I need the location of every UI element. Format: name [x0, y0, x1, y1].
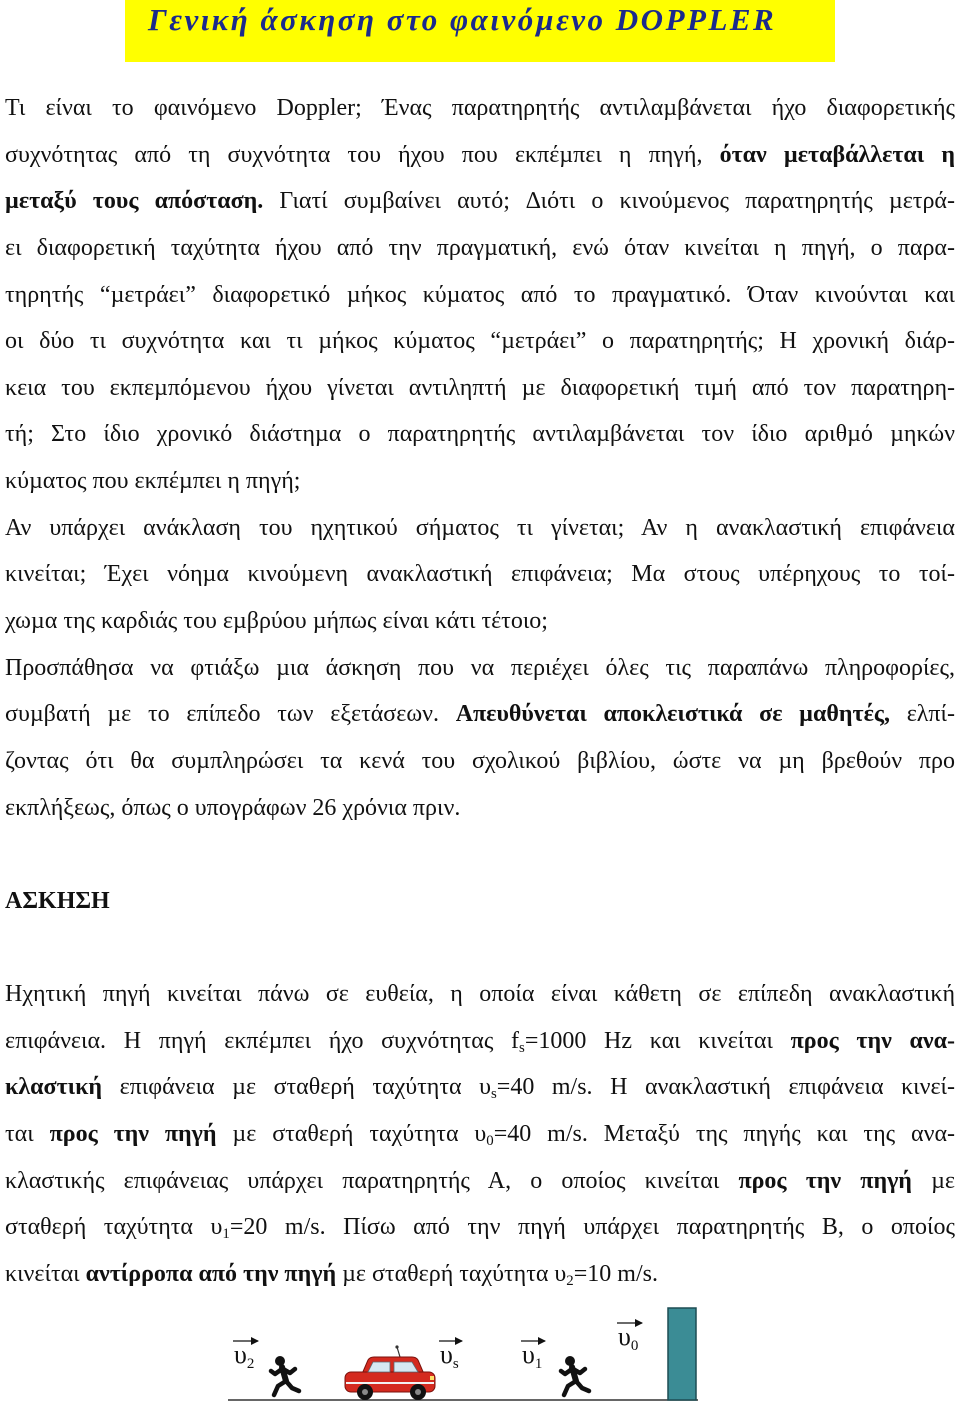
text-run: µε — [911, 1167, 955, 1194]
subscript: 0 — [486, 1133, 494, 1150]
text-run: συµβατή µε το επίπεδο των εξετάσεων. — [5, 701, 456, 728]
source-velocity-label — [439, 1340, 462, 1372]
paragraph — [5, 505, 955, 645]
bold-text-run: µεταξύ τους απόσταση. — [5, 188, 264, 215]
text-run: τηρητής “µετράει” διαφορετικό µήκος κύµατος από το πραγµατικό. Όταν κινούνται και — [5, 281, 955, 308]
bold-text-run: κλαστική — [5, 1074, 103, 1101]
text-run: =1000 Hz και κινείται — [524, 1027, 791, 1054]
text-line — [5, 645, 955, 692]
exercise-heading: ΑΣΚΗΣΗ — [5, 887, 110, 914]
text-line — [5, 738, 955, 785]
velocity-letter: υ — [234, 1340, 247, 1369]
text-run: ελπί- — [890, 701, 955, 728]
text-run: χωµα της καρδιάς του εµβρύου µήπως είναι κάτι τέτοιο; — [5, 608, 548, 635]
text-run: ζοντας ότι θα συµπληρώσει τα κενά του σχολικού βιβλίου, ώστε να µη βρεθούν προ — [5, 747, 955, 774]
text-line — [5, 411, 955, 458]
wall-icon — [668, 1308, 696, 1400]
text-run: σταθερή ταχύτητα υ — [5, 1214, 223, 1241]
observer-a-velocity-label — [521, 1340, 545, 1372]
text-run: Τι είναι το φαινόµενο Doppler; Ένας παρατηρητής αντιλαµβάνεται ήχο διαφορετικής — [5, 95, 955, 121]
text-line — [5, 178, 955, 225]
velocity-subscript: 1 — [534, 1356, 543, 1372]
bold-text-run: αντίρροπα από την πηγή — [85, 1261, 337, 1288]
text-run: συχνότητας από τη συχνότητα του ήχου που εκπέµπει η πηγή, — [5, 141, 720, 168]
text-run: Αν υπάρχει ανάκλαση του ηχητικού σήµατος τι γίνεται; Αν η ανακλαστική επιφάνεια — [5, 514, 955, 541]
text-run: κύµατος που εκπέµπει η πηγή; — [5, 468, 301, 495]
text-run: επιφάνεια. Η πηγή εκπέµπει ήχο συχνότητας f — [5, 1027, 520, 1054]
text-line — [5, 1204, 955, 1251]
text-line — [5, 551, 955, 598]
title-banner — [125, 0, 835, 62]
subscript: s — [519, 1039, 525, 1056]
page-title: Γενική άσκηση στο φαινόµενο DOPPLER — [148, 2, 777, 37]
bold-text-run: όταν µεταβάλλεται η — [719, 141, 955, 168]
velocity-letter: υ — [440, 1340, 453, 1369]
text-line — [5, 365, 955, 412]
text-line — [5, 971, 955, 1018]
text-line — [5, 85, 955, 132]
document-body — [5, 85, 955, 1298]
text-line — [5, 272, 955, 319]
running-person-icon — [271, 1356, 299, 1395]
text-line — [5, 691, 955, 738]
text-run: επιφάνεια µε σταθερή ταχύτητα υ — [102, 1074, 491, 1101]
subscript: 1 — [222, 1226, 230, 1243]
text-run: =10 m/s. — [573, 1261, 658, 1288]
velocity-symbol — [522, 1340, 542, 1372]
paragraph — [5, 85, 955, 505]
text-line — [5, 318, 955, 365]
subscript: s — [491, 1086, 497, 1103]
bold-text-run: Απευθύνεται αποκλειστικά σε µαθητές, — [455, 701, 890, 728]
text-run: =40 m/s. Μεταξύ της πηγής και της ανα- — [493, 1121, 955, 1148]
text-run: κλαστικής επιφάνειας υπάρχει παρατηρητής Α, ο οποίος κινείται — [5, 1167, 739, 1194]
text-run: µε σταθερή ταχύτητα υ — [336, 1261, 567, 1288]
intro-section — [5, 85, 955, 831]
text-run: ται — [5, 1121, 50, 1148]
doppler-figure — [0, 1300, 960, 1428]
text-run: =40 m/s. Η ανακλαστική επιφάνεια κινεί- — [496, 1074, 955, 1101]
text-run: =20 m/s. Πίσω από την πηγή υπάρχει παρατηρητής Β, ο οποίος — [229, 1214, 955, 1241]
text-line — [5, 505, 955, 552]
subscript: 2 — [566, 1273, 574, 1290]
text-run: κινείται — [5, 1261, 86, 1288]
car-icon — [345, 1345, 435, 1400]
text-line — [5, 1111, 955, 1158]
velocity-symbol — [618, 1322, 638, 1354]
velocity-symbol — [440, 1340, 459, 1372]
text-run: µε σταθερή ταχύτητα υ — [216, 1121, 487, 1148]
running-person-icon — [561, 1356, 589, 1395]
text-line — [5, 785, 955, 832]
velocity-subscript: 0 — [630, 1338, 639, 1354]
text-run: Προσπάθησα να φτιάξω µια άσκηση που να περιέχει όλες τις παραπάνω πληροφορίες, — [5, 654, 955, 681]
text-run: οι δύο τι συχνότητα και τι µήκος κύµατος “µετράει” ο παρατηρητής; Η χρονική διάρ- — [5, 328, 955, 355]
bold-text-run: προς την πηγή — [49, 1121, 217, 1148]
text-run: κινείται; Έχει νόηµα κινούµενη ανακλαστική επιφάνεια; Μα στους υπέρηχους το τοί- — [5, 561, 955, 588]
text-run: κεια του εκπεµπόµενου ήχου γίνεται αντιληπτή µε διαφορετική τιµή από τον παρατηρη- — [5, 374, 955, 401]
text-line — [5, 598, 955, 645]
text-line — [5, 1158, 955, 1205]
exercise-text — [5, 971, 955, 1297]
velocity-subscript: 2 — [246, 1356, 255, 1372]
paragraph — [5, 645, 955, 832]
text-run: τή; Στο ίδιο χρονικό διάστηµα ο παρατηρητής αντιλαµβάνεται τον ίδιο αριθµό µηκών — [5, 421, 955, 448]
text-line — [5, 132, 955, 179]
text-run: Ηχητική πηγή κινείται πάνω σε ευθεία, η οποία είναι κάθετη σε επίπεδη ανακλαστική — [5, 981, 955, 1008]
bold-text-run: προς την πηγή — [738, 1167, 912, 1194]
text-run: εκπλήξεως, όπως ο υπογράφων 26 χρόνια πριν. — [5, 794, 461, 821]
velocity-symbol — [234, 1340, 254, 1372]
bold-text-run: προς την ανα- — [790, 1027, 955, 1054]
reflector-velocity-label — [617, 1322, 642, 1354]
text-line — [5, 225, 955, 272]
velocity-letter: υ — [522, 1340, 535, 1369]
text-line — [5, 1018, 955, 1065]
text-line — [5, 458, 955, 505]
velocity-letter: υ — [618, 1322, 631, 1351]
velocity-subscript: s — [452, 1356, 459, 1372]
text-line — [5, 1251, 955, 1298]
text-run: Γιατί συµβαίνει αυτό; ∆ιότι ο κινούµενος παρατηρητής µετρά- — [263, 188, 955, 215]
text-line — [5, 1064, 955, 1111]
text-run: ει διαφορετική ταχύτητα ήχου από την πραγµατική, ενώ όταν κινείται η πηγή, ο παρα- — [5, 234, 955, 261]
observer-b-velocity-label — [233, 1340, 258, 1372]
